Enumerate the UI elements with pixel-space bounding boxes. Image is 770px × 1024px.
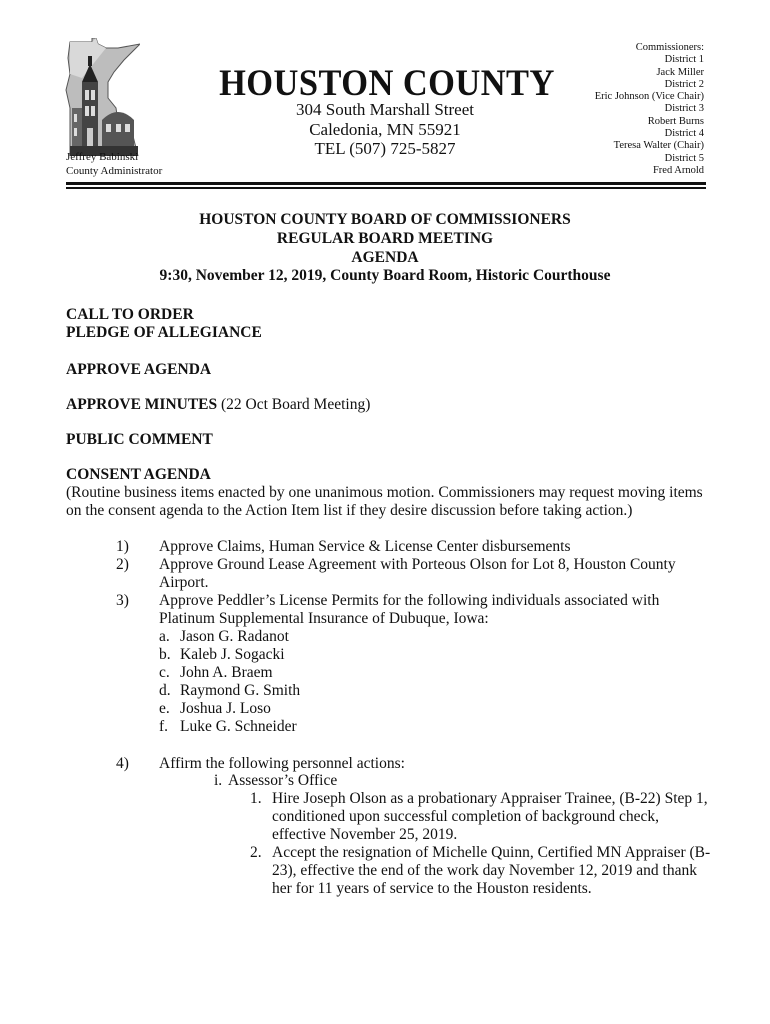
administrator-block <box>66 150 162 178</box>
peddler-name: Kaleb J. Sogacki <box>180 646 285 663</box>
item-text: Approve Ground Lease Agreement with Porteous Olson for Lot 8, Houston County <box>159 556 676 573</box>
peddler-letter: f. <box>159 718 169 735</box>
action-text: her for 11 years of service to the Houston residents. <box>272 880 592 897</box>
meeting-datetime: 9:30, November 12, 2019, County Board Room, Historic Courthouse <box>159 267 611 284</box>
action-text: 23), effective the end of the work day November 12, 2019 and thank <box>272 862 697 879</box>
commissioner-line: Jack Miller <box>656 66 704 78</box>
approve-minutes-label: APPROVE MINUTES <box>66 396 218 413</box>
peddler-name: Luke G. Schneider <box>180 718 297 735</box>
item-text: Affirm the following personnel actions: <box>159 755 405 772</box>
agenda-heading: AGENDA <box>351 249 419 266</box>
meeting-type: REGULAR BOARD MEETING <box>276 230 494 247</box>
peddler-letter: a. <box>159 628 170 645</box>
header-divider-thin <box>66 187 706 189</box>
header-divider-thick <box>66 182 706 185</box>
item-text: Approve Claims, Human Service & License Center disbursements <box>159 538 571 555</box>
public-comment: PUBLIC COMMENT <box>66 431 213 448</box>
peddler-letter: c. <box>159 664 170 681</box>
peddler-name: John A. Braem <box>180 664 273 681</box>
address-street: 304 South Marshall Street <box>295 100 474 119</box>
action-number: 2. <box>250 844 262 861</box>
consent-description: (Routine business items enacted by one unanimous motion. Commissioners may request moving items <box>66 484 703 501</box>
peddler-name: Jason G. Radanot <box>180 628 289 645</box>
pledge: PLEDGE OF ALLEGIANCE <box>66 324 262 341</box>
item-number: 4) <box>116 755 129 772</box>
peddler-letter: d. <box>159 682 171 699</box>
commissioner-line: Robert Burns <box>647 115 704 127</box>
item-number: 2) <box>116 556 129 573</box>
address-phone: TEL (507) 725-5827 <box>314 139 456 158</box>
address-city: Caledonia, MN 55921 <box>309 120 461 139</box>
item-number: 1) <box>116 538 129 555</box>
item-number: 3) <box>116 592 129 609</box>
peddler-letter: b. <box>159 646 171 663</box>
commissioner-line: Eric Johnson (Vice Chair) <box>594 91 704 103</box>
county-title: HOUSTON COUNTY <box>219 63 555 104</box>
board-heading: HOUSTON COUNTY BOARD OF COMMISSIONERS <box>199 211 571 228</box>
peddler-name: Raymond G. Smith <box>180 682 301 699</box>
action-text: Hire Joseph Olson as a probationary Appraiser Trainee, (B-22) Step 1, <box>272 790 708 807</box>
approve-minutes <box>66 396 370 414</box>
commissioner-line: District 1 <box>664 54 704 66</box>
commissioners-heading: Commissioners: <box>635 42 704 53</box>
admin-name: Jeffrey Babinski <box>66 151 139 163</box>
dept-number: i. <box>214 772 223 789</box>
item-text: Approve Peddler’s License Permits for the following individuals associated with <box>159 592 660 609</box>
commissioner-line: District 3 <box>664 103 704 115</box>
consent-agenda-heading: CONSENT AGENDA <box>66 466 211 483</box>
commissioner-line: District 4 <box>664 128 704 140</box>
commissioner-line: District 5 <box>664 152 704 164</box>
dept-name: Assessor’s Office <box>228 772 338 789</box>
action-text: Accept the resignation of Michelle Quinn, Certified MN Appraiser (B- <box>272 844 711 861</box>
peddler-name: Joshua J. Loso <box>180 700 271 717</box>
action-text: effective November 25, 2019. <box>272 826 458 843</box>
action-number: 1. <box>250 790 262 807</box>
item-text: Platinum Supplemental Insurance of Dubuque, Iowa: <box>159 610 489 627</box>
minutes-note: (22 Oct Board Meeting) <box>217 396 371 413</box>
commissioners-list <box>504 42 704 177</box>
commissioner-line: District 2 <box>664 78 704 90</box>
approve-agenda: APPROVE AGENDA <box>66 361 212 378</box>
commissioner-line: Fred Arnold <box>652 164 704 176</box>
admin-title: County Administrator <box>66 165 163 177</box>
commissioner-line: Teresa Walter (Chair) <box>613 140 704 152</box>
action-text: conditioned upon successful completion of background check, <box>272 808 659 825</box>
peddler-letter: e. <box>159 700 170 717</box>
item-text: Airport. <box>159 574 209 591</box>
consent-description: on the consent agenda to the Action Item list if they desire discussion before taking action.) <box>66 502 633 519</box>
call-to-order: CALL TO ORDER <box>66 306 194 323</box>
